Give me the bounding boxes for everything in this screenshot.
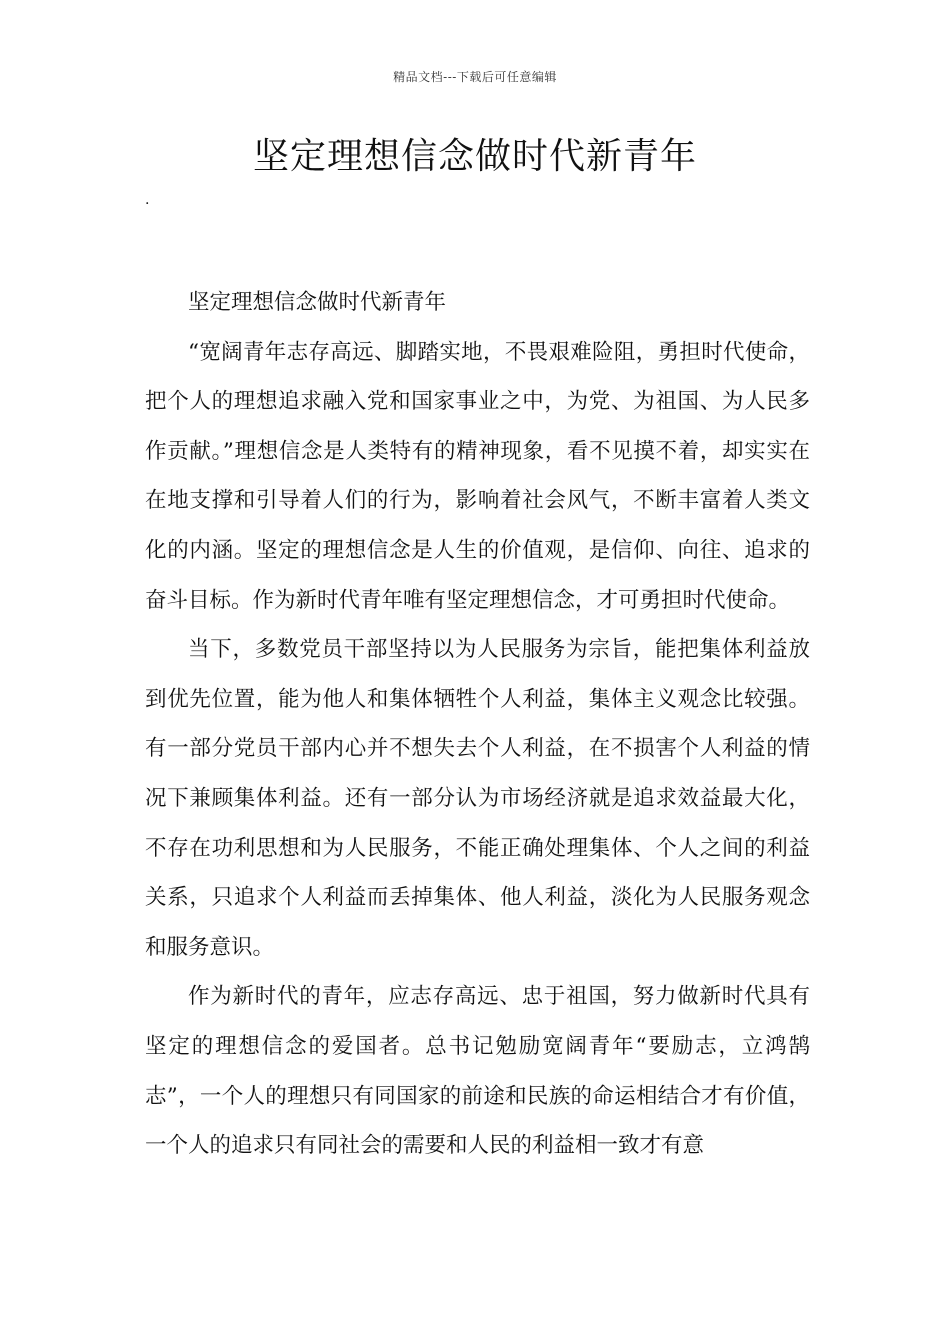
paragraph: “宽阔青年志存高远、脚踏实地，不畏艰难险阻，勇担时代使命，把个人的理想追求融入党和国家事业之中，为党、为祖国、为人民多作贡献。”理想信念是人类特有的精神现象，看不见摸不着，却实实在在地支撑和引导着人们的行为，影响着社会风气，不断丰富着人类文化的内涵。坚定的理想信念是人生的价值观，是信仰、向往、追求的奋斗目标。作为新时代青年唯有坚定理想信念，才可勇担时代使命。 <box>145 339 810 613</box>
paragraph-subtitle: 坚定理想信念做时代新青年 <box>188 290 447 315</box>
body-text <box>145 278 810 1171</box>
header-note: 精品文档---下载后可任意编辑 <box>393 70 557 84</box>
bullet-marker: . <box>145 192 150 208</box>
paragraph: 当下，多数党员干部坚持以为人民服务为宗旨，能把集体利益放到优先位置，能为他人和集体牺牲个人利益，集体主义观念比较强。有一部分党员干部内心并不想失去个人利益，在不损害个人利益的情况下兼顾集体利益。还有一部分认为市场经济就是追求效益最大化，不存在功利思想和为人民服务，不能正确处理集体、个人之间的利益关系，只追求个人利益而丢掉集体、他人利益，淡化为人民服务观念和服务意识。 <box>145 637 810 960</box>
document-title: 坚定理想信念做时代新青年 <box>252 136 697 177</box>
paragraph: 作为新时代的青年，应志存高远、忠于祖国，努力做新时代具有坚定的理想信念的爱国者。总书记勉励宽阔青年“要励志，立鸿鹄志”，一个人的理想只有同国家的前途和民族的命运相结合才有价值，一个人的追求只有同社会的需要和人民的利益相一致才有意 <box>145 984 810 1159</box>
